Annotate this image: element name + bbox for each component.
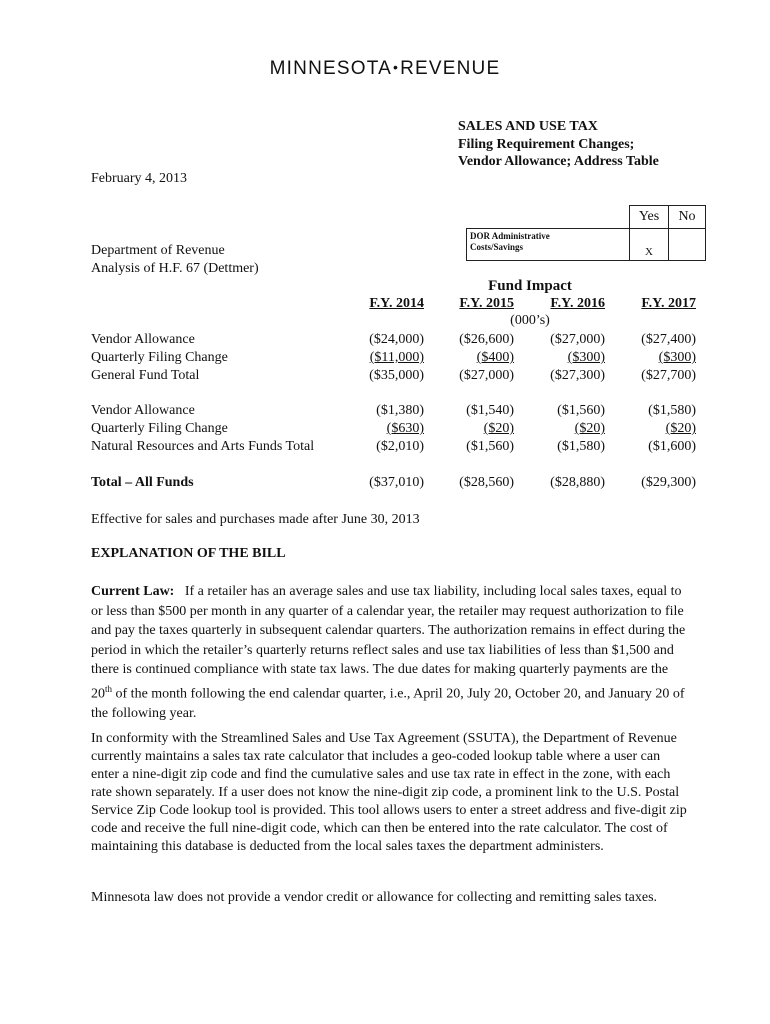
cell-value: ($27,000) [550, 332, 605, 347]
department-name: Department of Revenue [91, 243, 225, 258]
year-header: F.Y. 2016 [550, 296, 605, 311]
cell-value: ($300) [658, 350, 696, 365]
title-line-1: SALES AND USE TAX [458, 119, 598, 134]
year-header: F.Y. 2014 [369, 296, 424, 311]
dor-yes-header: Yes [630, 206, 669, 229]
cell-value: ($27,400) [641, 332, 696, 347]
ssuta-paragraph: In conformity with the Streamlined Sales and Use Tax Agreement (SSUTA), the Department of Revenue currently maintains a sales tax rate calculator that includes a geo-coded lookup table where a user can enter a nine-digit zip code and find the cumulative sales and use tax rate in effect in the zone, with each rate shown separately. If a user does not know the nine-digit zip code, a prominent link to the U.S. Postal Service Zip Code lookup tool is provided. This tool allows users to enter a street address and five-digit zip code and receive the full nine-digit code, which can then be entered into the rate calculator. The cost of maintaining this database is deducted from the local sales taxes the department administers. [91, 731, 687, 854]
year-header: F.Y. 2017 [641, 296, 696, 311]
current-law-label: Current Law: [91, 584, 175, 599]
title-line-2: Filing Requirement Changes; [458, 136, 635, 152]
document-title [458, 118, 659, 171]
minnesota-revenue-logo [0, 58, 770, 80]
row-label: Vendor Allowance [91, 403, 195, 418]
explanation-heading: EXPLANATION OF THE BILL [91, 546, 286, 561]
document-date: February 4, 2013 [91, 171, 188, 186]
vendor-credit-paragraph: Minnesota law does not provide a vendor credit or allowance for collecting and remitting sales taxes. [91, 890, 658, 905]
cell-value: ($20) [665, 421, 696, 436]
cell-value: ($1,600) [648, 439, 696, 454]
dor-yes-mark: X [630, 229, 669, 261]
dor-no-mark [669, 229, 706, 261]
total-label: Total – All Funds [91, 475, 194, 490]
row-label: General Fund Total [91, 368, 200, 383]
row-label: Quarterly Filing Change [91, 350, 228, 365]
cell-value: ($630) [386, 421, 424, 436]
logo-text-right: REVENUE [400, 58, 501, 79]
cell-value: ($1,580) [648, 403, 696, 418]
cell-value: ($300) [567, 350, 605, 365]
dor-costs-table [466, 205, 706, 261]
cell-value: ($1,380) [376, 403, 424, 418]
cell-value: ($27,000) [459, 368, 514, 383]
cell-value: ($27,700) [641, 368, 696, 383]
cell-value: ($2,010) [376, 439, 424, 454]
total-value: ($37,010) [369, 475, 424, 490]
effective-date-note: Effective for sales and purchases made after June 30, 2013 [91, 512, 420, 527]
year-header: F.Y. 2015 [459, 296, 514, 311]
row-label: Quarterly Filing Change [91, 421, 228, 436]
cell-value: ($1,560) [557, 403, 605, 418]
row-label: Vendor Allowance [91, 332, 195, 347]
title-line-3: Vendor Allowance; Address Table [458, 154, 659, 169]
cell-value: ($24,000) [369, 332, 424, 347]
row-label: Natural Resources and Arts Funds Total [91, 439, 315, 454]
cell-value: ($26,600) [459, 332, 514, 347]
logo-dot: • [392, 59, 400, 75]
cell-value: ($20) [483, 421, 514, 436]
cell-value: ($35,000) [369, 368, 424, 383]
logo-text-left: MINNESOTA [269, 58, 392, 79]
total-value: ($28,560) [459, 475, 514, 490]
cell-value: ($1,540) [466, 403, 514, 418]
current-law-paragraph [91, 582, 691, 723]
department-block [91, 242, 259, 278]
cell-value: ($400) [476, 350, 514, 365]
current-law-text: If a retailer has an average sales and use tax liability, including local sales taxes, equal to or less than $500 per month in any quarter of a calendar year, the retailer may request authorization to file and pay the taxes quarterly in subsequent calendar quarters. The authorization remains in effect during the period in which the retailer’s quarterly returns reflect sales and use tax liabilities of less than $1,500 and there is continued compliance with state tax laws. The due dates for making quarterly payments are the 20 [91, 584, 686, 702]
ordinal-suffix: th [105, 683, 113, 694]
units-label: (000’s) [510, 313, 550, 328]
analysis-title: Analysis of H.F. 67 (Dettmer) [91, 261, 259, 276]
cell-value: ($1,580) [557, 439, 605, 454]
cell-value: ($27,300) [550, 368, 605, 383]
fund-impact-heading: Fund Impact [488, 278, 572, 294]
dor-table-blank-cell [467, 206, 630, 229]
cell-value: ($1,560) [466, 439, 514, 454]
dor-no-header: No [669, 206, 706, 229]
current-law-text-end: of the month following the end calendar quarter, i.e., April 20, July 20, October 20, and January 20 of the following year. [91, 686, 685, 721]
total-value: ($28,880) [550, 475, 605, 490]
dor-costs-label: DOR Administrative Costs/Savings [467, 229, 630, 261]
total-value: ($29,300) [641, 475, 696, 490]
cell-value: ($20) [574, 421, 605, 436]
cell-value: ($11,000) [369, 350, 424, 365]
